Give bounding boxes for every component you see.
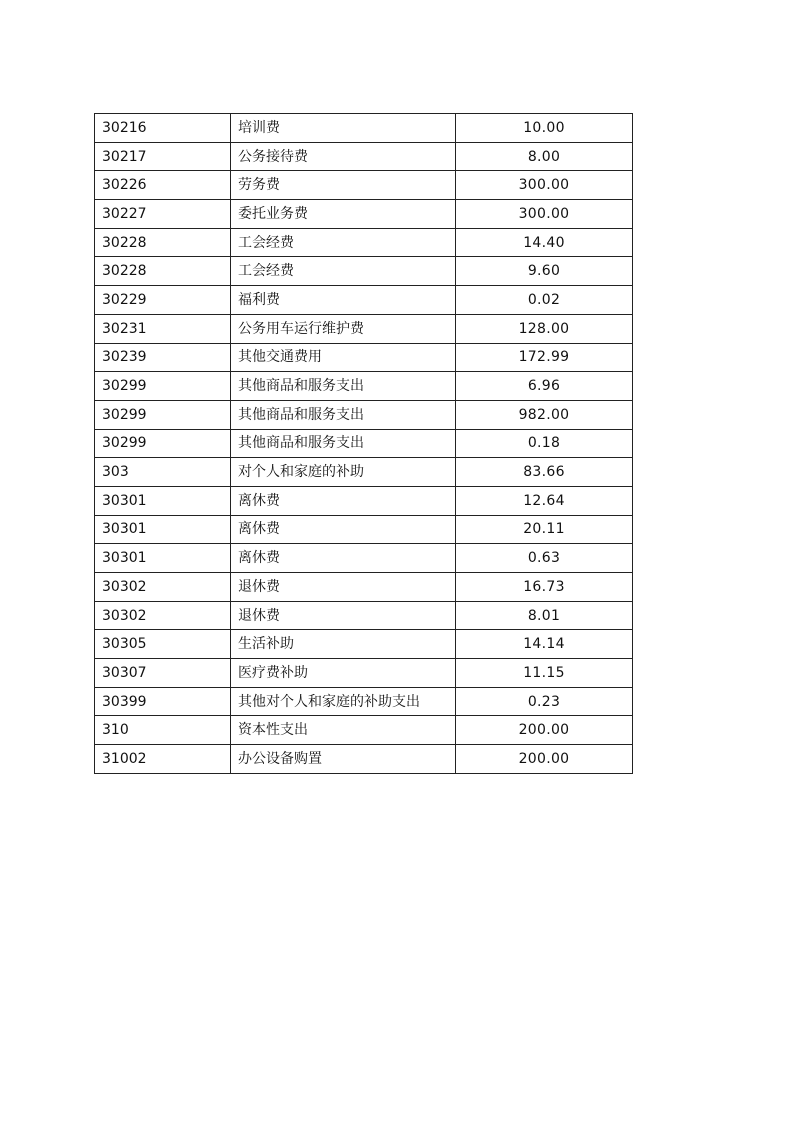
account-name-cell: 其他商品和服务支出 [231,400,456,429]
amount-cell: 172.99 [456,343,633,372]
amount-cell: 0.18 [456,429,633,458]
table-row [95,573,633,602]
table-row [95,544,633,573]
amount-cell: 0.23 [456,687,633,716]
account-code-cell: 30301 [95,544,231,573]
table-row [95,142,633,171]
account-code-cell: 30228 [95,257,231,286]
account-code-cell: 30229 [95,286,231,315]
account-name-cell: 委托业务费 [231,200,456,229]
account-code-cell: 30226 [95,171,231,200]
amount-cell: 8.01 [456,601,633,630]
table-row [95,687,633,716]
account-name-cell: 其他对个人和家庭的补助支出 [231,687,456,716]
amount-cell: 128.00 [456,314,633,343]
account-name-cell: 办公设备购置 [231,745,456,774]
account-code-cell: 310 [95,716,231,745]
account-code-cell: 30302 [95,573,231,602]
account-name-cell: 离休费 [231,544,456,573]
table-row [95,659,633,688]
account-name-cell: 退休费 [231,573,456,602]
account-name-cell: 其他商品和服务支出 [231,429,456,458]
account-name-cell: 劳务费 [231,171,456,200]
account-code-cell: 30299 [95,372,231,401]
account-code-cell: 30399 [95,687,231,716]
account-name-cell: 退休费 [231,601,456,630]
budget-table [94,113,633,774]
amount-cell: 0.02 [456,286,633,315]
table-row [95,630,633,659]
table-row [95,458,633,487]
account-name-cell: 资本性支出 [231,716,456,745]
amount-cell: 8.00 [456,142,633,171]
account-code-cell: 30216 [95,114,231,143]
account-code-cell: 30227 [95,200,231,229]
account-name-cell: 离休费 [231,486,456,515]
account-name-cell: 工会经费 [231,257,456,286]
account-name-cell: 公务接待费 [231,142,456,171]
account-name-cell: 工会经费 [231,228,456,257]
account-code-cell: 30301 [95,486,231,515]
amount-cell: 83.66 [456,458,633,487]
table-row [95,400,633,429]
amount-cell: 14.40 [456,228,633,257]
amount-cell: 10.00 [456,114,633,143]
account-code-cell: 30299 [95,400,231,429]
table-row [95,114,633,143]
account-code-cell: 30301 [95,515,231,544]
amount-cell: 16.73 [456,573,633,602]
amount-cell: 11.15 [456,659,633,688]
table-row [95,515,633,544]
amount-cell: 20.11 [456,515,633,544]
account-code-cell: 30231 [95,314,231,343]
budget-table-body [95,114,633,774]
account-code-cell: 30299 [95,429,231,458]
table-row [95,343,633,372]
account-name-cell: 福利费 [231,286,456,315]
table-row [95,745,633,774]
account-name-cell: 其他交通费用 [231,343,456,372]
amount-cell: 12.64 [456,486,633,515]
table-row [95,286,633,315]
table-row [95,716,633,745]
account-name-cell: 其他商品和服务支出 [231,372,456,401]
table-row [95,372,633,401]
account-code-cell: 303 [95,458,231,487]
account-name-cell: 对个人和家庭的补助 [231,458,456,487]
amount-cell: 300.00 [456,200,633,229]
table-row [95,200,633,229]
account-code-cell: 30217 [95,142,231,171]
amount-cell: 300.00 [456,171,633,200]
amount-cell: 6.96 [456,372,633,401]
table-row [95,486,633,515]
table-row [95,601,633,630]
account-name-cell: 离休费 [231,515,456,544]
account-code-cell: 30307 [95,659,231,688]
amount-cell: 0.63 [456,544,633,573]
account-code-cell: 30302 [95,601,231,630]
table-row [95,257,633,286]
account-code-cell: 30228 [95,228,231,257]
table-row [95,314,633,343]
table-row [95,171,633,200]
account-name-cell: 培训费 [231,114,456,143]
account-code-cell: 30305 [95,630,231,659]
table-row [95,228,633,257]
table-row [95,429,633,458]
account-name-cell: 医疗费补助 [231,659,456,688]
account-name-cell: 生活补助 [231,630,456,659]
amount-cell: 982.00 [456,400,633,429]
amount-cell: 200.00 [456,745,633,774]
account-code-cell: 31002 [95,745,231,774]
amount-cell: 14.14 [456,630,633,659]
account-name-cell: 公务用车运行维护费 [231,314,456,343]
account-code-cell: 30239 [95,343,231,372]
amount-cell: 200.00 [456,716,633,745]
amount-cell: 9.60 [456,257,633,286]
